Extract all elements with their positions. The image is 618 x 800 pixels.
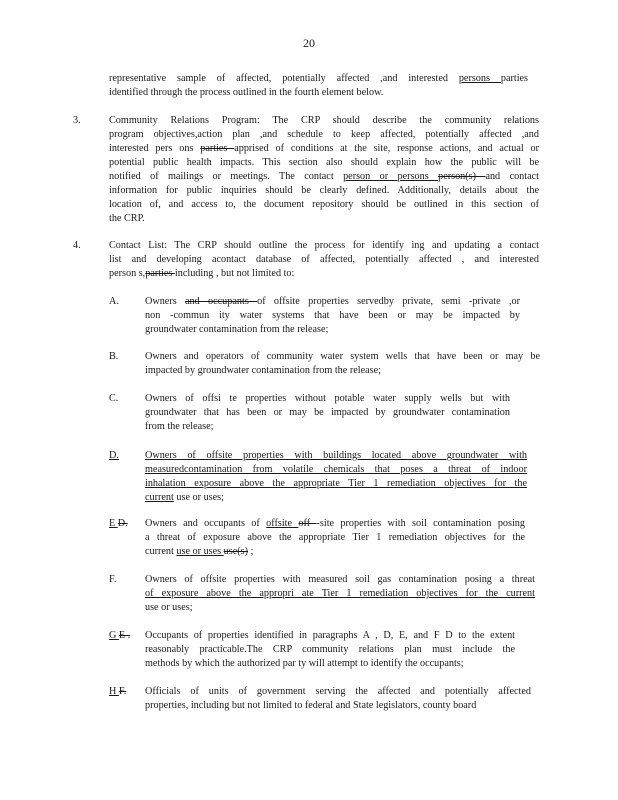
text-run: Owners of offsi te properties without potable water supply wells but with [145, 393, 510, 404]
text-run: Community Relations Program: The CRP should describe the community relations [109, 115, 539, 126]
text-run: Contact List: The CRP should outline the process for identify ing and updating a contact [109, 240, 539, 251]
item-3-paragraph [109, 114, 539, 226]
text-line [145, 545, 525, 559]
text-line [109, 128, 539, 142]
text-run: representative sample of affected, potentially affected ,and interested [109, 73, 459, 84]
struck-text: person(s) [438, 171, 486, 182]
subitem-c-text [145, 392, 510, 434]
text-line [145, 601, 535, 615]
inserted-text: person or persons [343, 171, 439, 182]
text-line [145, 685, 531, 699]
subitem-h-text [145, 685, 531, 713]
struck-text: use(s) [223, 546, 249, 557]
text-run: C. [109, 393, 119, 404]
text-line [145, 309, 520, 323]
text-line [145, 643, 515, 657]
text-run: A. [109, 296, 119, 307]
text-run: interested pers ons [109, 143, 201, 154]
item-number: 4. [73, 240, 81, 251]
subitem-d-text [145, 449, 527, 505]
subitem-f-marker [109, 573, 116, 587]
text-line [109, 239, 539, 253]
text-line [109, 114, 539, 128]
struck-text: E . [118, 630, 131, 641]
text-line [145, 420, 510, 434]
text-line [145, 406, 510, 420]
text-run: Owners [145, 296, 186, 307]
text-run: program objectives,action plan ,and schedule to keep affected, potentially affected ,and [109, 129, 539, 140]
text-run: location of, and access to, the document repository should be outlined in this section of [109, 199, 539, 210]
inserted-text: use or uses [176, 546, 224, 557]
text-run: B. [109, 351, 119, 362]
text-line [145, 295, 520, 309]
inserted-text: persons [458, 73, 501, 84]
item-number: 3. [73, 115, 81, 126]
text-run: methods by which the authorized par ty will attempt to identify the occupants; [145, 658, 464, 669]
text-line [109, 267, 539, 281]
text-run: ; [248, 546, 254, 557]
text-line [145, 699, 531, 713]
text-run: reasonably practicable.The CRP community relations plan must include the [145, 644, 515, 655]
subitem-g-marker [109, 629, 130, 643]
text-run: properties, including but not limited to federal and State legislators, county board [145, 700, 477, 711]
item-3-marker [73, 114, 81, 128]
text-line [145, 323, 520, 337]
text-line [145, 364, 540, 378]
text-line [109, 72, 528, 86]
inserted-text: current [145, 492, 174, 503]
item-4-paragraph [109, 239, 539, 281]
text-line [145, 657, 515, 671]
text-run: groundwater that has been or may be impacted by groundwater contamination [145, 407, 510, 418]
text-run: groundwater contamination from the release; [145, 324, 329, 335]
struck-text: parties [200, 143, 235, 154]
text-run: use or uses; [145, 602, 193, 613]
text-run: list and developing acontact database of affected, potentially affected , and interested [109, 254, 539, 265]
text-line [145, 629, 515, 643]
text-line [109, 184, 539, 198]
subitem-b-marker [109, 350, 118, 364]
text-run: apprised of conditions at the site, response actions, and actual or [234, 143, 539, 154]
text-line [109, 170, 539, 184]
text-line [145, 392, 510, 406]
inserted-text: inhalation exposure above the appropriate Tier 1 remediation objectives for the [145, 478, 527, 489]
inserted-text: offsite [266, 518, 299, 529]
subitem-d-marker [109, 449, 119, 463]
text-run: person s, [109, 268, 146, 279]
struck-text: off [298, 518, 317, 529]
text-run: current [145, 546, 177, 557]
inserted-text: G [109, 630, 119, 641]
inserted-text: E [109, 518, 118, 529]
subitem-b-text [145, 350, 540, 378]
page-number: 20 [303, 36, 315, 50]
inserted-text: H [109, 686, 119, 697]
text-run: F. [109, 574, 117, 585]
text-run: Owners and operators of community water system wells that have been or may be [145, 351, 540, 362]
struck-text: parties [145, 268, 175, 279]
text-run: and contact [485, 171, 539, 182]
text-run: parties [500, 73, 529, 84]
subitem-f-text [145, 573, 535, 615]
subitem-g-text [145, 629, 515, 671]
text-run: of offsite properties servedby private, semi -private ,or [257, 296, 520, 307]
text-run: Owners and occupants of [145, 518, 267, 529]
text-line [145, 491, 527, 505]
struck-text: and occupants [185, 296, 258, 307]
text-line [145, 587, 535, 601]
subitem-e-marker [109, 517, 128, 531]
text-run: identified through the process outlined in the fourth element below. [109, 87, 384, 98]
text-run: potential public health impacts. This section also should explain how the public will be [109, 157, 539, 168]
subitem-h-marker [109, 685, 126, 699]
text-run: the CRP. [109, 213, 145, 224]
intro-paragraph [109, 72, 528, 100]
text-run: Owners of offsite properties with measured soil gas contamination posing a threat [145, 574, 535, 585]
text-line [145, 517, 525, 531]
text-run: including , but not limited to: [174, 268, 295, 279]
text-line [145, 463, 527, 477]
text-run: notified of mailings or meetings. The contact [109, 171, 344, 182]
text-run: from the release; [145, 421, 214, 432]
text-run: information for public inquiries should be clearly defined. Additionally, details about the [109, 185, 539, 196]
text-line [109, 198, 539, 212]
subitem-c-marker [109, 392, 118, 406]
text-line [109, 253, 539, 267]
text-run: -site properties with soil contamination posing [316, 518, 525, 529]
text-line [145, 531, 525, 545]
text-line [109, 212, 539, 226]
text-line [145, 573, 535, 587]
text-line [109, 142, 539, 156]
text-run: impacted by groundwater contamination from the release; [145, 365, 381, 376]
subitem-a-text [145, 295, 520, 337]
text-line [145, 350, 540, 364]
text-line [109, 86, 528, 100]
subitem-a-marker [109, 295, 119, 309]
inserted-text: D. [109, 450, 119, 461]
inserted-text: Owners of offsite properties with buildings located above groundwater with [145, 450, 527, 461]
text-line [145, 477, 527, 491]
subitem-e-text [145, 517, 525, 559]
text-run: use or uses; [173, 492, 224, 503]
text-run: Occupants of properties identified in paragraphs A , D, E, and F D to the extent [145, 630, 515, 641]
struck-text: D. [117, 518, 128, 529]
text-run: non -commun ity water systems that have been or may be impacted by [145, 310, 520, 321]
text-line [109, 156, 539, 170]
text-line [145, 449, 527, 463]
struck-text: F. [118, 686, 127, 697]
text-run: a threat of exposure above the appropriate Tier 1 remediation objectives for the [145, 532, 525, 543]
text-run: Officials of units of government serving the affected and potentially affected [145, 686, 531, 697]
inserted-text: of exposure above the appropri ate Tier 1 remediation objectives for the current [145, 588, 535, 599]
item-4-marker [73, 239, 81, 253]
inserted-text: measuredcontamination from volatile chemicals that poses a threat of indoor [145, 464, 527, 475]
